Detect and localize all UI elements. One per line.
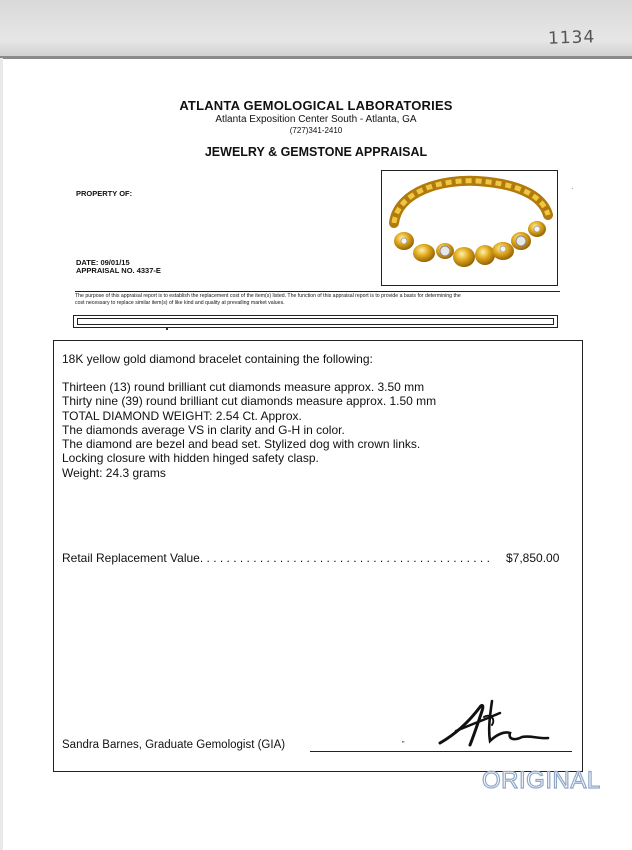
scan-speck: · [571, 184, 574, 193]
scanner-lid-shadow [0, 0, 632, 58]
appraisal-date: DATE: 09/01/15 [76, 258, 130, 267]
detail-line: Locking closure with hidden hinged safety clasp. [62, 451, 319, 466]
signer-name: Sandra Barnes, Graduate Gemologist (GIA) [62, 739, 286, 751]
lab-phone: (727)341-2410 [289, 126, 343, 135]
lab-address: Atlanta Exposition Center South - Atlanta, GA [215, 114, 417, 125]
appraisal-number: APPRAISAL NO. 4337-E [76, 266, 161, 275]
detail-line: The diamond are bezel and bead set. Stylized dog with crown links. [62, 437, 421, 452]
scan-speck: " [402, 741, 405, 748]
paper-left-edge [0, 58, 3, 850]
detail-line: Weight: 24.3 grams [62, 465, 166, 480]
purpose-line-1: The purpose of this appraisal report is to establish the replacement cost of the item(s) listed. The function of this appraisal report is to provide a basis for determining the [75, 293, 461, 299]
item-details [62, 380, 436, 480]
lab-name: ATLANTA GEMOLOGICAL LABORATORIES [179, 98, 453, 113]
handwritten-signature [434, 695, 554, 755]
stamp-text: ORIGINAL [482, 767, 601, 794]
purpose-statement [75, 291, 560, 307]
purpose-line-2: cost necessary to replace similar item(s) of like kind and quality at prevailing market values. [75, 300, 285, 306]
decorative-double-bar [73, 315, 558, 328]
replacement-value-label: Retail Replacement Value. . . . . . . . . . . . . . . . . . . . . . . . . . . . . . . . . . . . . . . . . . . . [62, 551, 490, 565]
detail-line: TOTAL DIAMOND WEIGHT: 2.54 Ct. Approx. [62, 408, 302, 423]
bracelet-image [382, 171, 557, 285]
scan-dot [166, 328, 168, 330]
detail-line: The diamonds average VS in clarity and G-H in color. [62, 422, 345, 437]
signature-line [310, 751, 572, 752]
detail-line: Thirty nine (39) round brilliant cut diamonds measure approx. 1.50 mm [62, 394, 437, 409]
property-of-label: PROPERTY OF: [76, 189, 133, 198]
decorative-bar-inner [77, 318, 554, 325]
replacement-value-amount: $7,850.00 [506, 551, 560, 565]
item-intro: 18K yellow gold diamond bracelet containing the following: [62, 352, 373, 366]
paper-top-edge [0, 56, 632, 59]
handwritten-note: 1134 [547, 27, 596, 49]
detail-line: Thirteen (13) round brilliant cut diamonds measure approx. 3.50 mm [62, 380, 425, 394]
original-stamp [480, 765, 601, 798]
document-title: JEWELRY & GEMSTONE APPRAISAL [204, 145, 428, 159]
bracelet-photo [381, 170, 558, 286]
